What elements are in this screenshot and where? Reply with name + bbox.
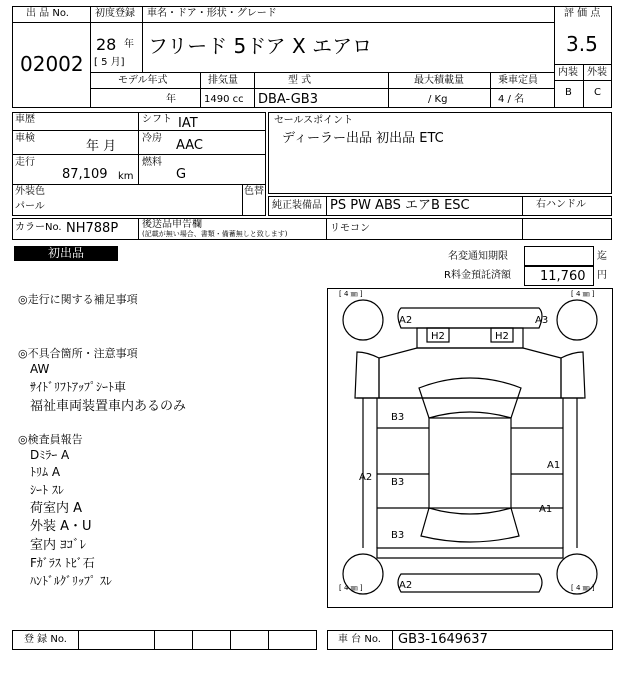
front-left-fender bbox=[355, 352, 379, 398]
sales-point-label: セールスポイント bbox=[274, 115, 354, 126]
divider bbox=[12, 130, 266, 131]
divider bbox=[554, 6, 555, 108]
tire-label: [ 4 ㎜ ] bbox=[339, 584, 363, 592]
history-label: 車歴 bbox=[15, 114, 35, 125]
year-unit: 年 bbox=[124, 39, 134, 50]
front-body bbox=[379, 348, 561, 398]
inspector-item: 外装 A・U bbox=[30, 519, 92, 534]
divider bbox=[554, 80, 612, 81]
inspector-item: Dﾐﾗｰ A bbox=[30, 448, 70, 462]
damage-mark: A2 bbox=[399, 580, 413, 591]
rear-bumper bbox=[398, 574, 542, 592]
exterior-color-label: 外装色 bbox=[15, 186, 45, 197]
recycle-label: R料金預託済額 bbox=[444, 270, 511, 281]
tire-front-right bbox=[557, 300, 597, 340]
model-year-label: モデル年式 bbox=[118, 75, 168, 86]
divider bbox=[254, 72, 255, 108]
displacement-label: 排気量 bbox=[208, 75, 238, 86]
divider bbox=[12, 184, 266, 185]
displacement: 1490 cc bbox=[204, 94, 244, 105]
score-label: 評 価 点 bbox=[564, 8, 601, 19]
driving-notes-title: ◎走行に関する補足事項 bbox=[18, 293, 138, 306]
divider bbox=[200, 72, 201, 108]
divider bbox=[138, 218, 139, 240]
tire-label: [ 4 ㎜ ] bbox=[339, 290, 363, 298]
name-change-box bbox=[524, 246, 594, 266]
mileage-label: 走行 bbox=[15, 157, 35, 168]
after-label: 後送品申告欄 bbox=[142, 219, 202, 230]
steering-value: 右ハンドル bbox=[536, 199, 586, 210]
damage-mark: H2 bbox=[495, 331, 509, 342]
model-code: DBA-GB3 bbox=[258, 92, 318, 107]
inspector-item: 室内 ﾖｺﾞﾚ bbox=[30, 538, 87, 553]
interior-grade: B bbox=[565, 87, 572, 98]
color-no-label: カラーNo. bbox=[15, 222, 62, 233]
damage-mark: A1 bbox=[547, 460, 561, 471]
divider bbox=[90, 72, 554, 73]
divider bbox=[522, 218, 523, 240]
divider bbox=[326, 196, 327, 216]
damage-mark: A2 bbox=[399, 315, 413, 326]
first-listing-badge: 初出品 bbox=[14, 246, 118, 261]
roof bbox=[429, 418, 511, 508]
divider bbox=[12, 154, 266, 155]
damage-mark: A1 bbox=[539, 504, 553, 515]
defects-title: ◎不具合箇所・注意事項 bbox=[18, 347, 138, 360]
divider bbox=[490, 72, 491, 108]
load-unit: / Kg bbox=[428, 94, 448, 105]
color-no-value: NH788P bbox=[66, 221, 119, 236]
mileage-unit: km bbox=[118, 171, 134, 182]
after-note: (記載が無い場合、書類・備蓄無しと致します) bbox=[142, 230, 288, 238]
lot-number: 02002 bbox=[20, 52, 84, 76]
reg-label: 初度登録 bbox=[95, 8, 135, 19]
name-label: 車名・ドア・形状・グレード bbox=[147, 8, 277, 19]
model-label: 型 式 bbox=[288, 75, 312, 86]
chassis-label: 車 台 No. bbox=[338, 634, 381, 645]
inspector-item: ﾄﾘﾑ A bbox=[30, 465, 61, 479]
divider bbox=[192, 630, 193, 650]
front-right-fender bbox=[561, 352, 585, 398]
defect-item: ｻｲﾄﾞﾘﾌﾄｱｯﾌﾟｼｰﾄ車 bbox=[30, 380, 127, 394]
divider bbox=[138, 112, 139, 184]
exterior-label: 外装 bbox=[587, 67, 607, 78]
divider bbox=[142, 6, 143, 72]
defect-item: AW bbox=[30, 362, 50, 376]
shift-value: IAT bbox=[178, 116, 198, 131]
inspector-title: ◎検査員報告 bbox=[18, 433, 83, 446]
color-change-label: 色替 bbox=[244, 186, 264, 197]
divider bbox=[268, 630, 269, 650]
model-year-unit: 年 bbox=[166, 94, 176, 105]
equipment-value: PS PW ABS エアB ESC bbox=[330, 198, 470, 213]
rear-quarter bbox=[377, 548, 563, 558]
inspector-item: Fｶﾞﾗｽ ﾄﾋﾞ石 bbox=[30, 556, 95, 570]
defect-item: 福祉車両装置車内あるのみ bbox=[30, 399, 187, 414]
divider bbox=[90, 88, 554, 89]
damage-mark: H2 bbox=[431, 331, 445, 342]
score-value: 3.5 bbox=[566, 32, 598, 56]
reg-year: 28 bbox=[96, 35, 117, 54]
inspector-item: ｼｰﾄ ｽﾚ bbox=[30, 483, 64, 497]
sales-point-text: ディーラー出品 初出品 ETC bbox=[282, 131, 444, 146]
fuel-label: 燃料 bbox=[142, 157, 162, 168]
exterior-color: パール bbox=[15, 201, 45, 212]
rear-window bbox=[421, 508, 519, 542]
reg-month: [ 5 月] bbox=[94, 57, 125, 68]
divider bbox=[326, 218, 327, 240]
tire-label: [ 4 ㎜ ] bbox=[571, 584, 595, 592]
divider bbox=[230, 630, 231, 650]
inspection-label: 車検 bbox=[15, 133, 35, 144]
shift-label: シフト bbox=[142, 114, 172, 125]
divider bbox=[78, 630, 79, 650]
divider bbox=[392, 630, 393, 650]
divider bbox=[154, 630, 155, 650]
vehicle-diagram-drawing bbox=[327, 288, 613, 608]
details-block bbox=[12, 112, 266, 216]
exterior-grade: C bbox=[594, 87, 601, 98]
equipment-label: 純正装備品 bbox=[272, 200, 322, 211]
capacity-label: 乗車定員 bbox=[498, 75, 538, 86]
remote-value: リモコン bbox=[330, 223, 370, 234]
tire-label: [ 4 ㎜ ] bbox=[571, 290, 595, 298]
damage-mark: B3 bbox=[391, 530, 405, 541]
divider bbox=[242, 184, 243, 216]
tire-front-left bbox=[343, 300, 383, 340]
name-change-unit: 迄 bbox=[597, 251, 607, 262]
damage-mark: B3 bbox=[391, 477, 405, 488]
damage-mark: A2 bbox=[359, 472, 373, 483]
car-name: フリード 5ドア X エアロ bbox=[148, 34, 373, 58]
capacity: 4 / 名 bbox=[498, 94, 525, 105]
divider bbox=[583, 64, 584, 108]
divider bbox=[90, 22, 554, 23]
reg-no-label: 登 録 No. bbox=[24, 634, 67, 645]
front-bumper bbox=[398, 308, 542, 328]
chassis-number: GB3-1649637 bbox=[398, 632, 488, 647]
name-change-label: 名変通知期限 bbox=[448, 251, 508, 262]
load-label: 最大積載量 bbox=[414, 75, 464, 86]
lot-label: 出 品 No. bbox=[26, 8, 69, 19]
recycle-unit: 円 bbox=[597, 270, 607, 281]
damage-mark: B3 bbox=[391, 412, 405, 423]
inspection-value: 年 月 bbox=[86, 139, 117, 154]
ac-label: 冷房 bbox=[142, 133, 162, 144]
damage-mark: A3 bbox=[535, 315, 549, 326]
inspector-item: 荷室内 A bbox=[30, 501, 83, 516]
divider bbox=[12, 22, 90, 23]
recycle-value: 11,760 bbox=[540, 269, 586, 284]
ac-value: AAC bbox=[176, 138, 203, 153]
interior-label: 内装 bbox=[558, 67, 578, 78]
inspector-item: ﾊﾝﾄﾞﾙｸﾞﾘｯﾌﾟ ｽﾚ bbox=[30, 574, 112, 588]
divider bbox=[522, 196, 523, 216]
fuel-value: G bbox=[176, 167, 187, 182]
divider bbox=[388, 72, 389, 108]
mileage-value: 87,109 bbox=[62, 167, 108, 182]
